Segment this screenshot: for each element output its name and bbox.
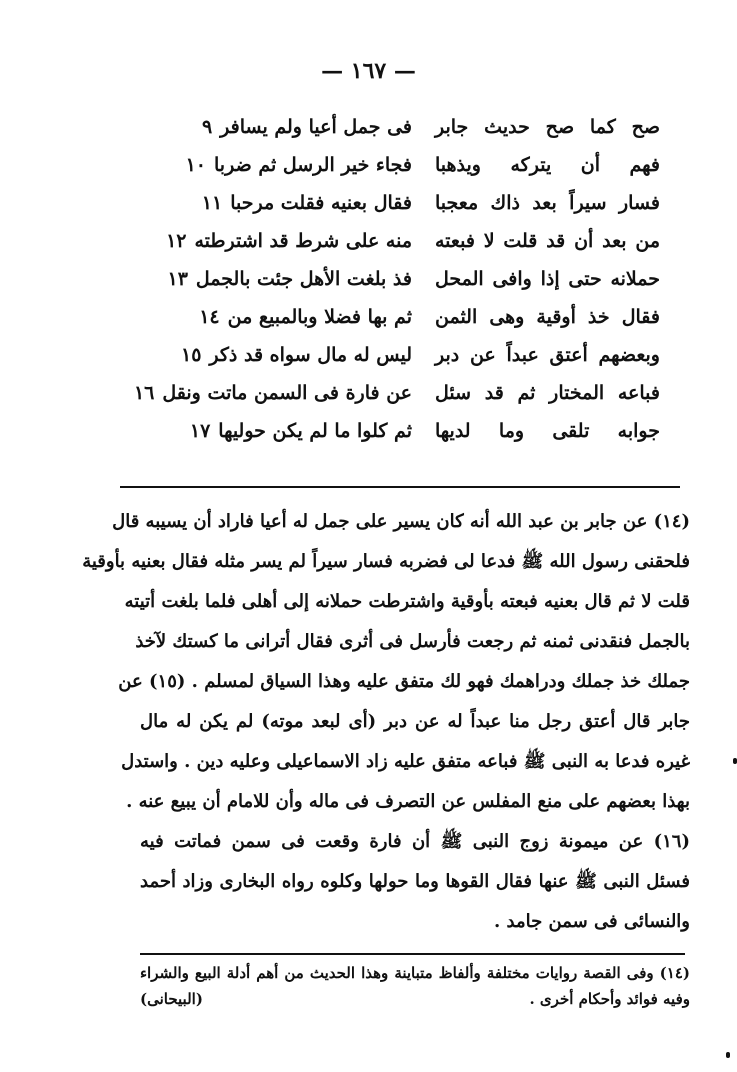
commentary-line: جابر قال أعتق رجل منا عبداً له عن دبر (أى لبعد موته) لم يكن له مال bbox=[140, 711, 690, 732]
verse-hemistich-first: من بعد أن قد قلت لا فبعته bbox=[435, 230, 660, 252]
verse-hemistich-first: جوابه تلقى وما لديها bbox=[435, 420, 660, 442]
commentary-line: جملك خذ جملك ودراهمك فهو لك متفق عليه وهذا السياق لمسلم . (١٥) عن bbox=[118, 671, 690, 692]
commentary-block bbox=[82, 502, 690, 942]
footnote-line: وفيه فوائد وأحكام أخرى . bbox=[529, 990, 690, 1008]
margin-speck bbox=[726, 1052, 730, 1058]
poem-verse bbox=[160, 306, 680, 344]
verse-hemistich-second: ثم بها فضلا وبالمبيع من١٤ bbox=[199, 306, 412, 328]
verse-hemistich-second: فجاء خير الرسل ثم ضربا١٠ bbox=[185, 154, 412, 176]
commentary-line: (١٦) عن ميمونة زوج النبى ﷺ أن فارة وقعت فى سمن فماتت فيه bbox=[140, 831, 690, 852]
verse-hemistich-second: منه على شرط قد اشترطته١٢ bbox=[166, 230, 412, 252]
poem-verse bbox=[133, 382, 680, 420]
section-divider bbox=[120, 486, 680, 488]
footnote-line: (١٤) وفى القصة روايات مختلفة وألفاظ متباينة وهذا الحديث من أهم أدلة البيع والشراء bbox=[140, 964, 690, 982]
footnote-reference: (البيحانى) bbox=[140, 990, 203, 1008]
verse-hemistich-first: فباعه المختار ثم قد سئل bbox=[435, 382, 660, 404]
verse-number: ١١ bbox=[201, 192, 223, 214]
verse-number: ١٧ bbox=[189, 420, 211, 442]
footnote-divider bbox=[140, 953, 685, 955]
commentary-line: بهذا بعضهم على منع المفلس عن التصرف فى ماله وأن للامام أن يبيع عنه . bbox=[126, 791, 690, 812]
verse-number: ١٦ bbox=[133, 382, 155, 404]
commentary-line: قلت لا ثم قال بعنيه فبعته بأوقية واشترطت حملانه إلى أهلى فلما بلغت أتيته bbox=[124, 591, 690, 612]
verse-hemistich-first: حملانه حتى إذا وافى المحل bbox=[435, 268, 660, 290]
commentary-line: بالجمل فنقدنى ثمنه ثم رجعت فأرسل فى أثرى فقال أترانى ما كستك لآخذ bbox=[135, 631, 690, 652]
poem-verse bbox=[160, 268, 680, 306]
verse-hemistich-second: فذ بلغت الأهل جئت بالجمل١٣ bbox=[167, 268, 412, 290]
poem-verse bbox=[160, 116, 680, 154]
page-number: — ١٦٧ — bbox=[321, 58, 416, 84]
commentary-line: غيره فدعا به النبى ﷺ فباعه متفق عليه زاد الاسماعيلى وعليه دين . واستدل bbox=[121, 751, 690, 772]
commentary-line: فلحقنى رسول الله ﷺ فدعا لى فضربه فسار سيراً لم يسر مثله فقال بعنيه بأوقية bbox=[82, 551, 690, 572]
margin-speck bbox=[733, 758, 737, 764]
poem-verse bbox=[160, 344, 680, 382]
poem-verse bbox=[160, 230, 680, 268]
verse-hemistich-first: فسار سيراً بعد ذاك معجبا bbox=[435, 192, 660, 214]
verse-number: ١٢ bbox=[166, 230, 187, 252]
verse-hemistich-first: فقال خذ أوقية وهى الثمن bbox=[435, 306, 660, 328]
commentary-line: (١٤) عن جابر بن عبد الله أنه كان يسير على جمل له أعيا فاراد أن يسيبه قال bbox=[112, 511, 690, 532]
verse-number: ١٣ bbox=[167, 268, 188, 290]
verse-hemistich-first: صح كما صح حديث جابر bbox=[435, 116, 660, 138]
verse-hemistich-second: عن فارة فى السمن ماتت ونقل١٦ bbox=[133, 382, 412, 404]
footnote-row bbox=[140, 986, 690, 1012]
verse-hemistich-second: ثم كلوا ما لم يكن حوليها١٧ bbox=[189, 420, 412, 442]
verse-hemistich-second: فقال بعنيه فقلت مرحبا١١ bbox=[201, 192, 412, 214]
poem-block bbox=[133, 116, 680, 458]
verse-hemistich-second: فى جمل أعيا ولم يسافر٩ bbox=[201, 116, 412, 138]
poem-verse bbox=[160, 420, 680, 458]
verse-number: ١٤ bbox=[199, 306, 220, 328]
verse-hemistich-first: فهم أن يتركه ويذهبا bbox=[435, 154, 660, 176]
commentary-line: فسئل النبى ﷺ عنها فقال القوها وما حولها وكلوه رواه البخارى وزاد أحمد bbox=[140, 871, 690, 892]
verse-hemistich-first: وبعضهم أعتق عبداً عن دبر bbox=[435, 344, 660, 366]
footnote-block bbox=[140, 960, 690, 1012]
verse-hemistich-second: ليس له مال سواه قد ذكر١٥ bbox=[180, 344, 412, 366]
verse-number: ٩ bbox=[201, 116, 213, 138]
poem-verse bbox=[160, 192, 680, 230]
verse-number: ١٥ bbox=[180, 344, 202, 366]
commentary-line: والنسائى فى سمن جامد . bbox=[494, 911, 690, 932]
poem-verse bbox=[160, 154, 680, 192]
verse-number: ١٠ bbox=[185, 154, 207, 176]
